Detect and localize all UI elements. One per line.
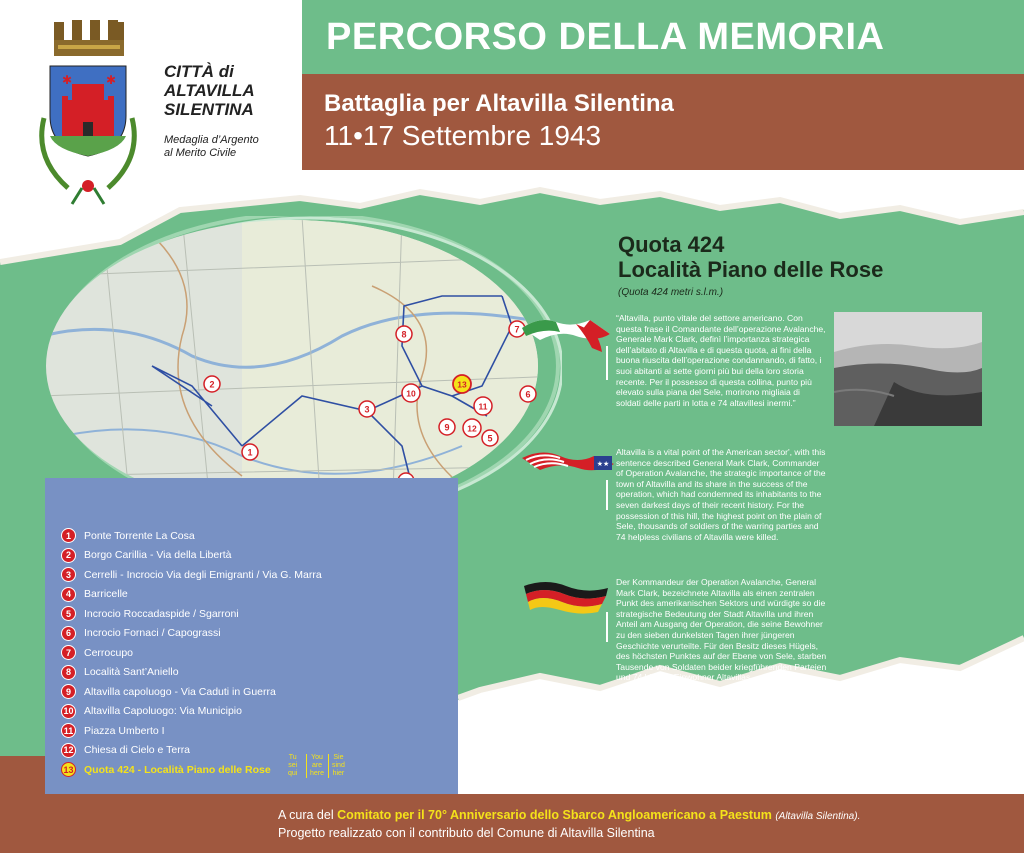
italian-description: “Altavilla, punto vitale del settore americano. Con questa frase il Comandante dell’operazione Avalanche, Generale Mark Clark, definì l’importanza strategica dell’abitato di Altavilla e di questa quota, ai fini della buona riuscita dell’operazione condannando, di fatto, i suoi abitanti ai sette giorni più bui della loro storia recente. Per il possesso di questa collina, punto più elevato sulla piana del Sele, morirono migliaia di soldati delle parti in lotta e 74 altavillesi inermi.”	[616, 313, 826, 408]
legend-label: Borgo Carillia - Via della Libertà	[84, 549, 232, 562]
svg-text:✱: ✱	[62, 73, 73, 87]
credit-prefix: A cura del	[278, 808, 334, 822]
you-are-here-italian	[288, 754, 297, 778]
legend-number: 5	[61, 606, 76, 621]
legend-item	[61, 604, 322, 624]
svg-text:1: 1	[247, 447, 253, 458]
legend-label: Ponte Torrente La Cosa	[84, 529, 195, 542]
here-de-2: sind	[332, 762, 345, 769]
legend-number: 3	[61, 567, 76, 582]
legend-item	[61, 565, 322, 585]
footer-band	[45, 794, 1024, 853]
map-marker-2	[204, 376, 220, 392]
legend-number: 11	[61, 723, 76, 738]
page-subtitle: Battaglia per Altavilla Silentina	[324, 90, 674, 117]
svg-text:11: 11	[478, 401, 488, 412]
legend-label: Cerrelli - Incrocio Via degli Emigranti / Via G. Marra	[84, 568, 322, 581]
title-band	[302, 0, 1024, 74]
german-text-bar	[606, 612, 608, 642]
legend-item	[61, 546, 322, 566]
svg-text:✱: ✱	[106, 73, 117, 87]
map-marker-5	[482, 430, 498, 446]
legend-label: Quota 424 - Località Piano delle Rose	[84, 763, 271, 776]
legend-number: 7	[61, 645, 76, 660]
legend-number: 6	[61, 626, 76, 641]
legend-item	[61, 721, 322, 741]
here-en-1: You	[311, 754, 323, 761]
legend-item-current	[61, 760, 325, 780]
city-line-2: ALTAVILLA	[164, 81, 255, 100]
footer-left-band	[0, 756, 45, 853]
legend-panel	[45, 478, 458, 794]
svg-text:5: 5	[487, 433, 493, 444]
legend-item	[61, 741, 322, 761]
map-marker-10	[402, 384, 420, 402]
legend-number: 8	[61, 665, 76, 680]
city-line-1: CITTÀ di	[164, 62, 234, 81]
legend-item	[61, 624, 322, 644]
italian-flag-icon	[520, 312, 616, 356]
legend-label: Altavilla Capoluogo: Via Municipio	[84, 705, 242, 718]
here-en-2: are	[311, 762, 323, 769]
credit-place: (Altavilla Silentina).	[775, 811, 861, 822]
map-marker-1	[242, 444, 258, 460]
svg-text:2: 2	[209, 379, 215, 390]
you-are-here-english	[306, 754, 324, 778]
you-are-here-german	[328, 754, 345, 778]
english-description: Altavilla is a vital point of the American sector', with this sentence described General Mark Clark, Commander of Operation Avalanche, the strategic importance of the town of Altavilla and its share in the success of the operation, which had condemned its inhabitants to the seven darkest days of their recent history. For the possession of this hill, the highest point on the plain of Sele, thousands of soldiers of the warring parties and 74 helpless civilians of Altavilla were killed.	[616, 447, 826, 542]
legend-label: Cerrocupo	[84, 646, 134, 659]
legend-item	[61, 663, 322, 683]
svg-text:12: 12	[467, 423, 477, 434]
svg-text:13: 13	[457, 379, 467, 390]
map-marker-13	[453, 375, 471, 393]
legend-number: 13	[61, 762, 76, 777]
svg-text:6: 6	[525, 389, 531, 400]
legend-number: 1	[61, 528, 76, 543]
german-description: Der Kommandeur der Operation Avalanche, General Mark Clark, bezeichnete Altavilla als einen zentralen Punkt des amerikanischen Sektors und würdigte so die strategische Bedeutung der Stadt Altavilla und ihren Anteil am Ausgang der Operation, die seine Bewohner zu den sieben dunkelsten Tagen ihrer jüngeren Geschichte verurteilte. Für den Besitz dieses Hügels, des höchsten Punktes auf der Ebene von Sele, starben Tausende von Soldaten beider kriegführenden Parteien und 74 hilflose Einwohner Altavillas.	[616, 577, 827, 683]
here-en-3: here	[310, 770, 325, 777]
american-flag-icon	[520, 446, 616, 480]
english-text-bar	[606, 480, 608, 510]
battle-dates: 11•17 Settembre 1943	[324, 120, 602, 151]
here-it-3: qui	[288, 770, 298, 777]
legend-label: Piazza Umberto I	[84, 724, 165, 737]
legend-list	[61, 526, 325, 780]
map-marker-3	[359, 401, 375, 417]
map-marker-12	[463, 419, 481, 437]
svg-text:3: 3	[364, 404, 370, 415]
legend-number: 10	[61, 704, 76, 719]
german-flag-icon	[522, 576, 618, 616]
legend-label: Altavilla capoluogo - Via Caduti in Guerra	[84, 685, 276, 698]
map-marker-9	[439, 419, 455, 435]
historic-photo	[834, 312, 982, 426]
quota-title-line-1: Quota 424	[618, 232, 725, 257]
svg-text:★★: ★★	[596, 460, 610, 468]
map-marker-6	[520, 386, 536, 402]
legend-label: Chiesa di Cielo e Terra	[84, 744, 191, 757]
legend-item	[61, 682, 322, 702]
quota-note: (Quota 424 metri s.l.m.)	[618, 287, 724, 298]
legend-label: Incrocio Roccadaspide / Sgarroni	[84, 607, 239, 620]
city-name	[164, 62, 255, 119]
medal-line-1: Medaglia d’Argento	[164, 134, 259, 146]
legend-number: 12	[61, 743, 76, 758]
legend-number: 2	[61, 548, 76, 563]
quota-title-line-2: Località Piano delle Rose	[618, 257, 884, 282]
legend-item	[61, 585, 322, 605]
svg-text:7: 7	[514, 324, 520, 335]
here-de-3: hier	[332, 770, 345, 777]
legend-label: Incrocio Fornaci / Capograssi	[84, 627, 221, 640]
subtitle-band	[302, 74, 1024, 170]
credit-line-2: Progetto realizzato con il contributo del Comune di Altavilla Silentina	[278, 826, 655, 840]
svg-text:10: 10	[406, 388, 416, 399]
legend-item	[61, 702, 322, 722]
legend-label: Barricelle	[84, 588, 128, 601]
svg-text:9: 9	[444, 422, 450, 433]
page-title: PERCORSO DELLA MEMORIA	[326, 16, 885, 58]
quota-title	[618, 232, 883, 282]
city-line-3: SILENTINA	[164, 100, 254, 119]
legend-label: Località Sant’Aniello	[84, 666, 179, 679]
map-marker-11	[474, 397, 492, 415]
medal-caption	[164, 134, 294, 160]
legend-number: 9	[61, 684, 76, 699]
legend-number: 4	[61, 587, 76, 602]
here-de-1: Sie	[333, 754, 344, 761]
map-marker-8	[396, 326, 412, 342]
svg-text:8: 8	[401, 329, 407, 340]
legend-item	[61, 526, 322, 546]
here-it-1: Tu	[288, 754, 297, 761]
here-it-2: sei	[288, 762, 298, 769]
credit-committee: Comitato per il 70° Anniversario dello Sbarco Angloamericano a Paestum	[337, 808, 772, 822]
italian-text-bar	[606, 346, 608, 380]
legend-item	[61, 643, 322, 663]
credit-line-1	[278, 808, 860, 822]
medal-line-2: al Merito Civile	[164, 147, 237, 159]
